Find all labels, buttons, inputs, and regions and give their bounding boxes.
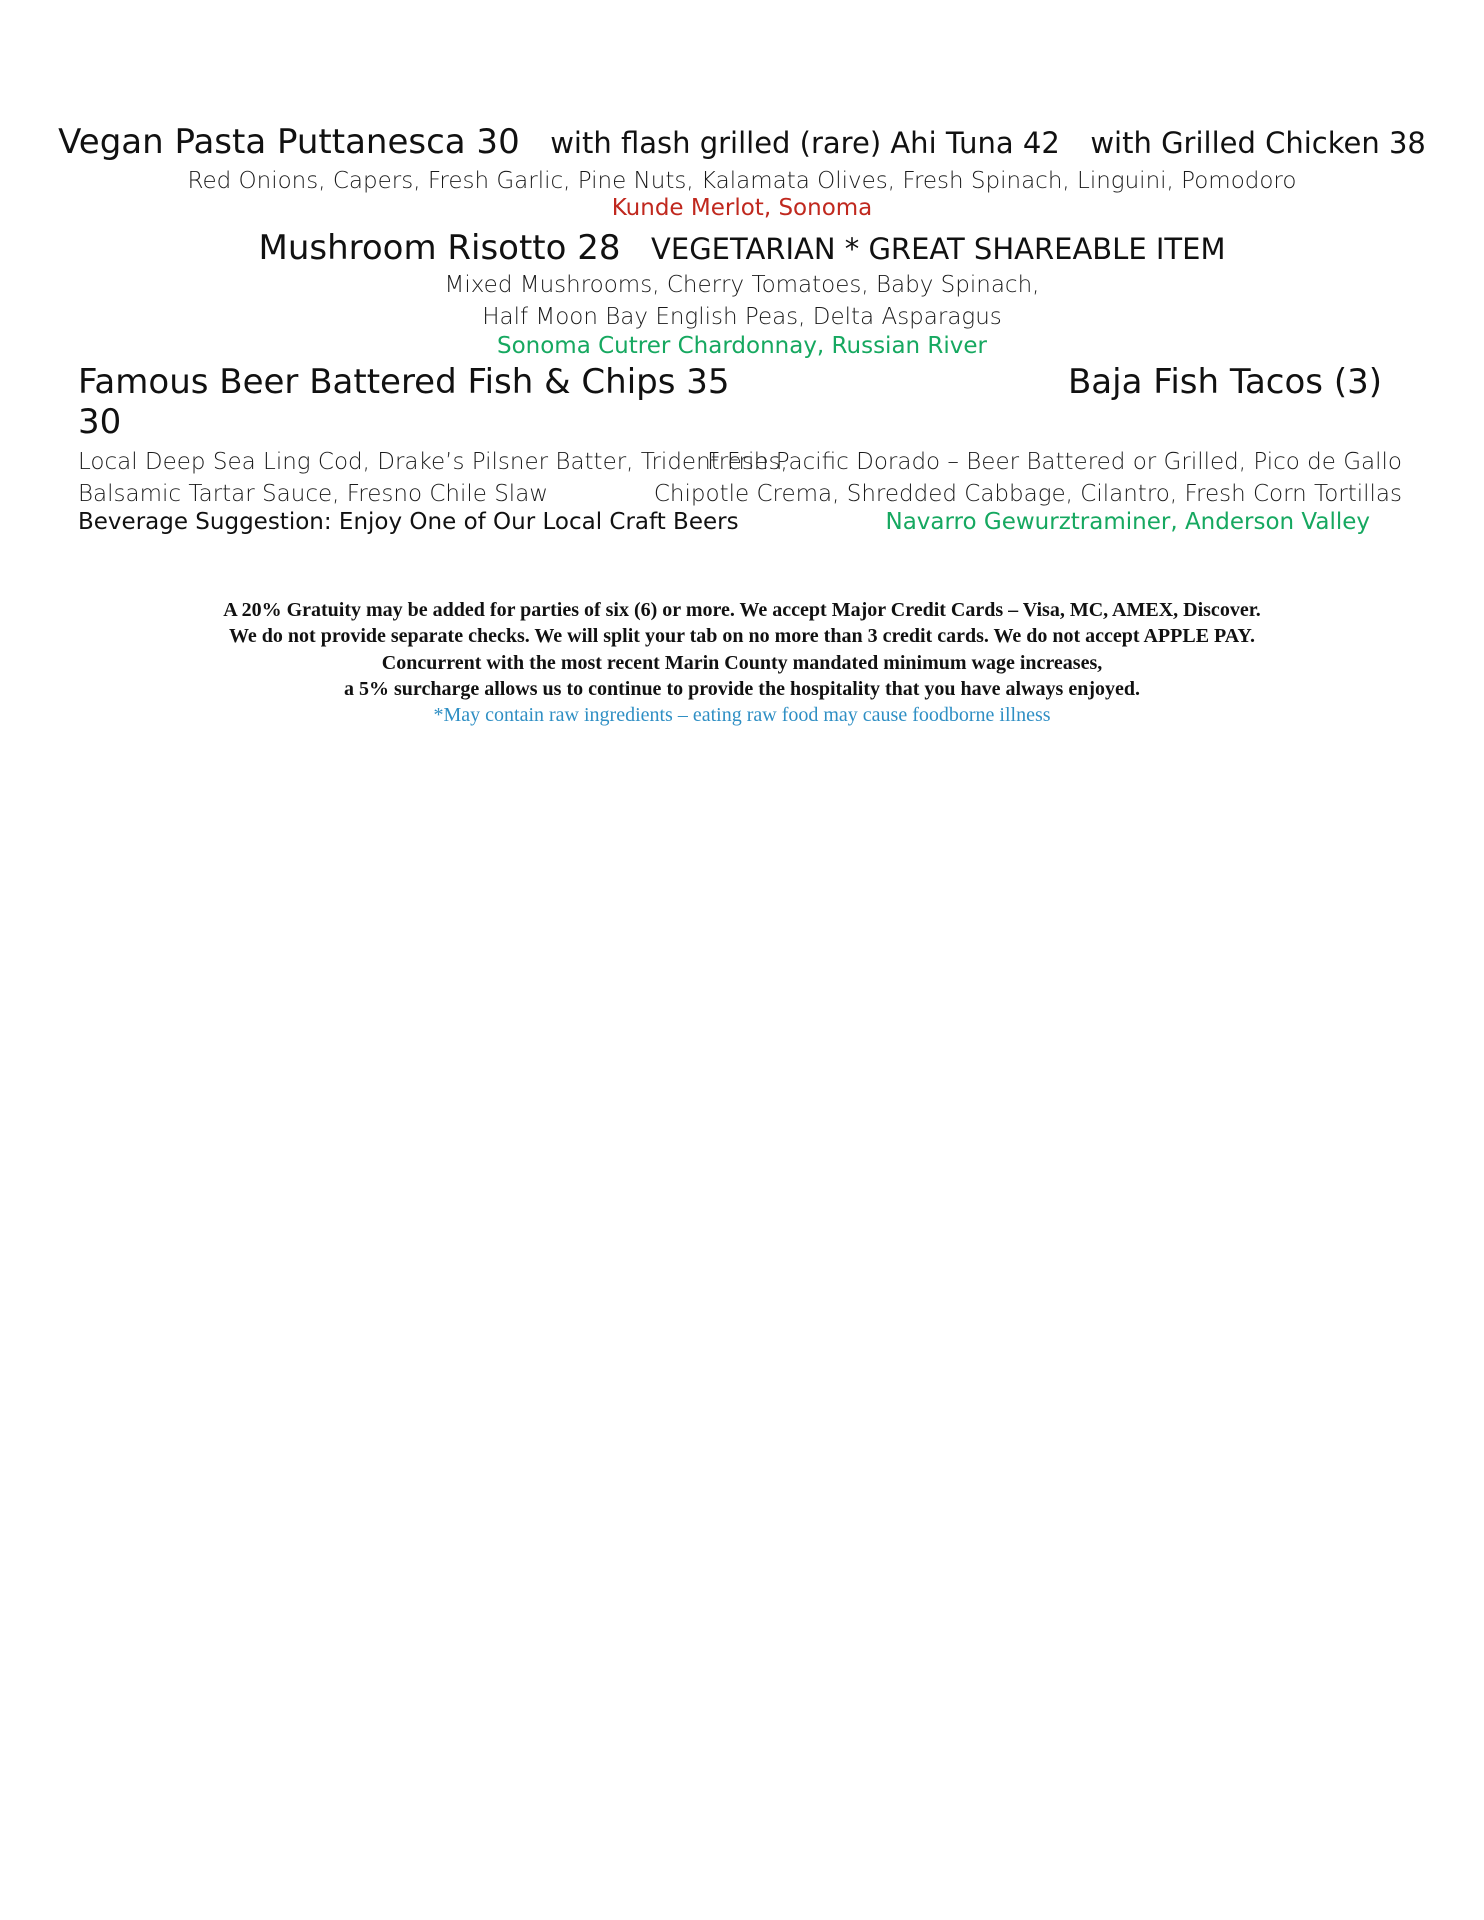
fish-chips-description-line2: Balsamic Tartar Sauce, Fresno Chile Slaw xyxy=(78,481,549,507)
footer-line1: A 20% Gratuity may be added for parties of six (6) or more. We accept Major Credit Cards – Visa, MC, AMEX, Discover. xyxy=(223,599,1261,621)
puttanesca-wine: Kunde Merlot, Sonoma xyxy=(611,195,873,221)
risotto-title-row xyxy=(0,228,1484,268)
fish-chips-beverage: Beverage Suggestion: Enjoy One of Our Local Craft Beers xyxy=(78,509,739,535)
fish-tacos-title-text: Baja Fish Tacos (3) xyxy=(1067,362,1382,402)
footer-line2: We do not provide separate checks. We will split your tab on no more than 3 credit cards. We do not accept APPLE PAY. xyxy=(229,625,1255,647)
raw-food-note: *May contain raw ingredients – eating raw food may cause foodborne illness xyxy=(433,704,1051,726)
fish-tacos-title xyxy=(1068,362,1382,402)
footer-line4: a 5% surcharge allows us to continue to provide the hospitality that you have always enjoyed. xyxy=(344,678,1140,700)
fish-chips-title-text: Famous Beer Battered Fish & Chips 35 xyxy=(78,362,730,402)
risotto-tag: VEGETARIAN * GREAT SHAREABLE ITEM xyxy=(651,232,1226,266)
fish-chips-price-wrap-text: 30 xyxy=(78,402,122,442)
risotto-description-line1: Mixed Mushrooms, Cherry Tomatoes, Baby Spinach, xyxy=(444,272,1040,298)
fish-chips-title xyxy=(78,362,730,402)
puttanesca-option-tuna: with flash grilled (rare) Ahi Tuna 42 xyxy=(550,126,1060,160)
puttanesca-description: Red Onions, Capers, Fresh Garlic, Pine Nuts, Kalamata Olives, Fresh Spinach, Linguini, Pomodoro xyxy=(187,168,1297,194)
fish-tacos-description-line2: Chipotle Crema, Shredded Cabbage, Cilantro, Fresh Corn Tortillas xyxy=(653,481,1402,507)
fish-chips-description-line1: Local Deep Sea Ling Cod, Drake’s Pilsner Batter, Trident Fries, xyxy=(78,449,788,475)
fish-tacos-wine: Navarro Gewurztraminer, Anderson Valley xyxy=(885,509,1370,535)
fish-tacos-description-line1: Fresh Pacific Dorado – Beer Battered or Grilled, Pico de Gallo xyxy=(707,449,1402,475)
risotto-wine: Sonoma Cutrer Chardonnay, Russian River xyxy=(496,333,988,359)
footer-line3: Concurrent with the most recent Marin County mandated minimum wage increases, xyxy=(381,652,1103,674)
puttanesca-title: Vegan Pasta Puttanesca 30 xyxy=(58,122,520,162)
fish-chips-price-wrap xyxy=(78,402,121,442)
puttanesca-option-chicken: with Grilled Chicken 38 xyxy=(1090,126,1426,160)
risotto-title: Mushroom Risotto 28 xyxy=(258,228,621,268)
puttanesca-title-row xyxy=(0,122,1484,162)
risotto-description-line2: Half Moon Bay English Peas, Delta Asparagus xyxy=(482,304,1002,330)
